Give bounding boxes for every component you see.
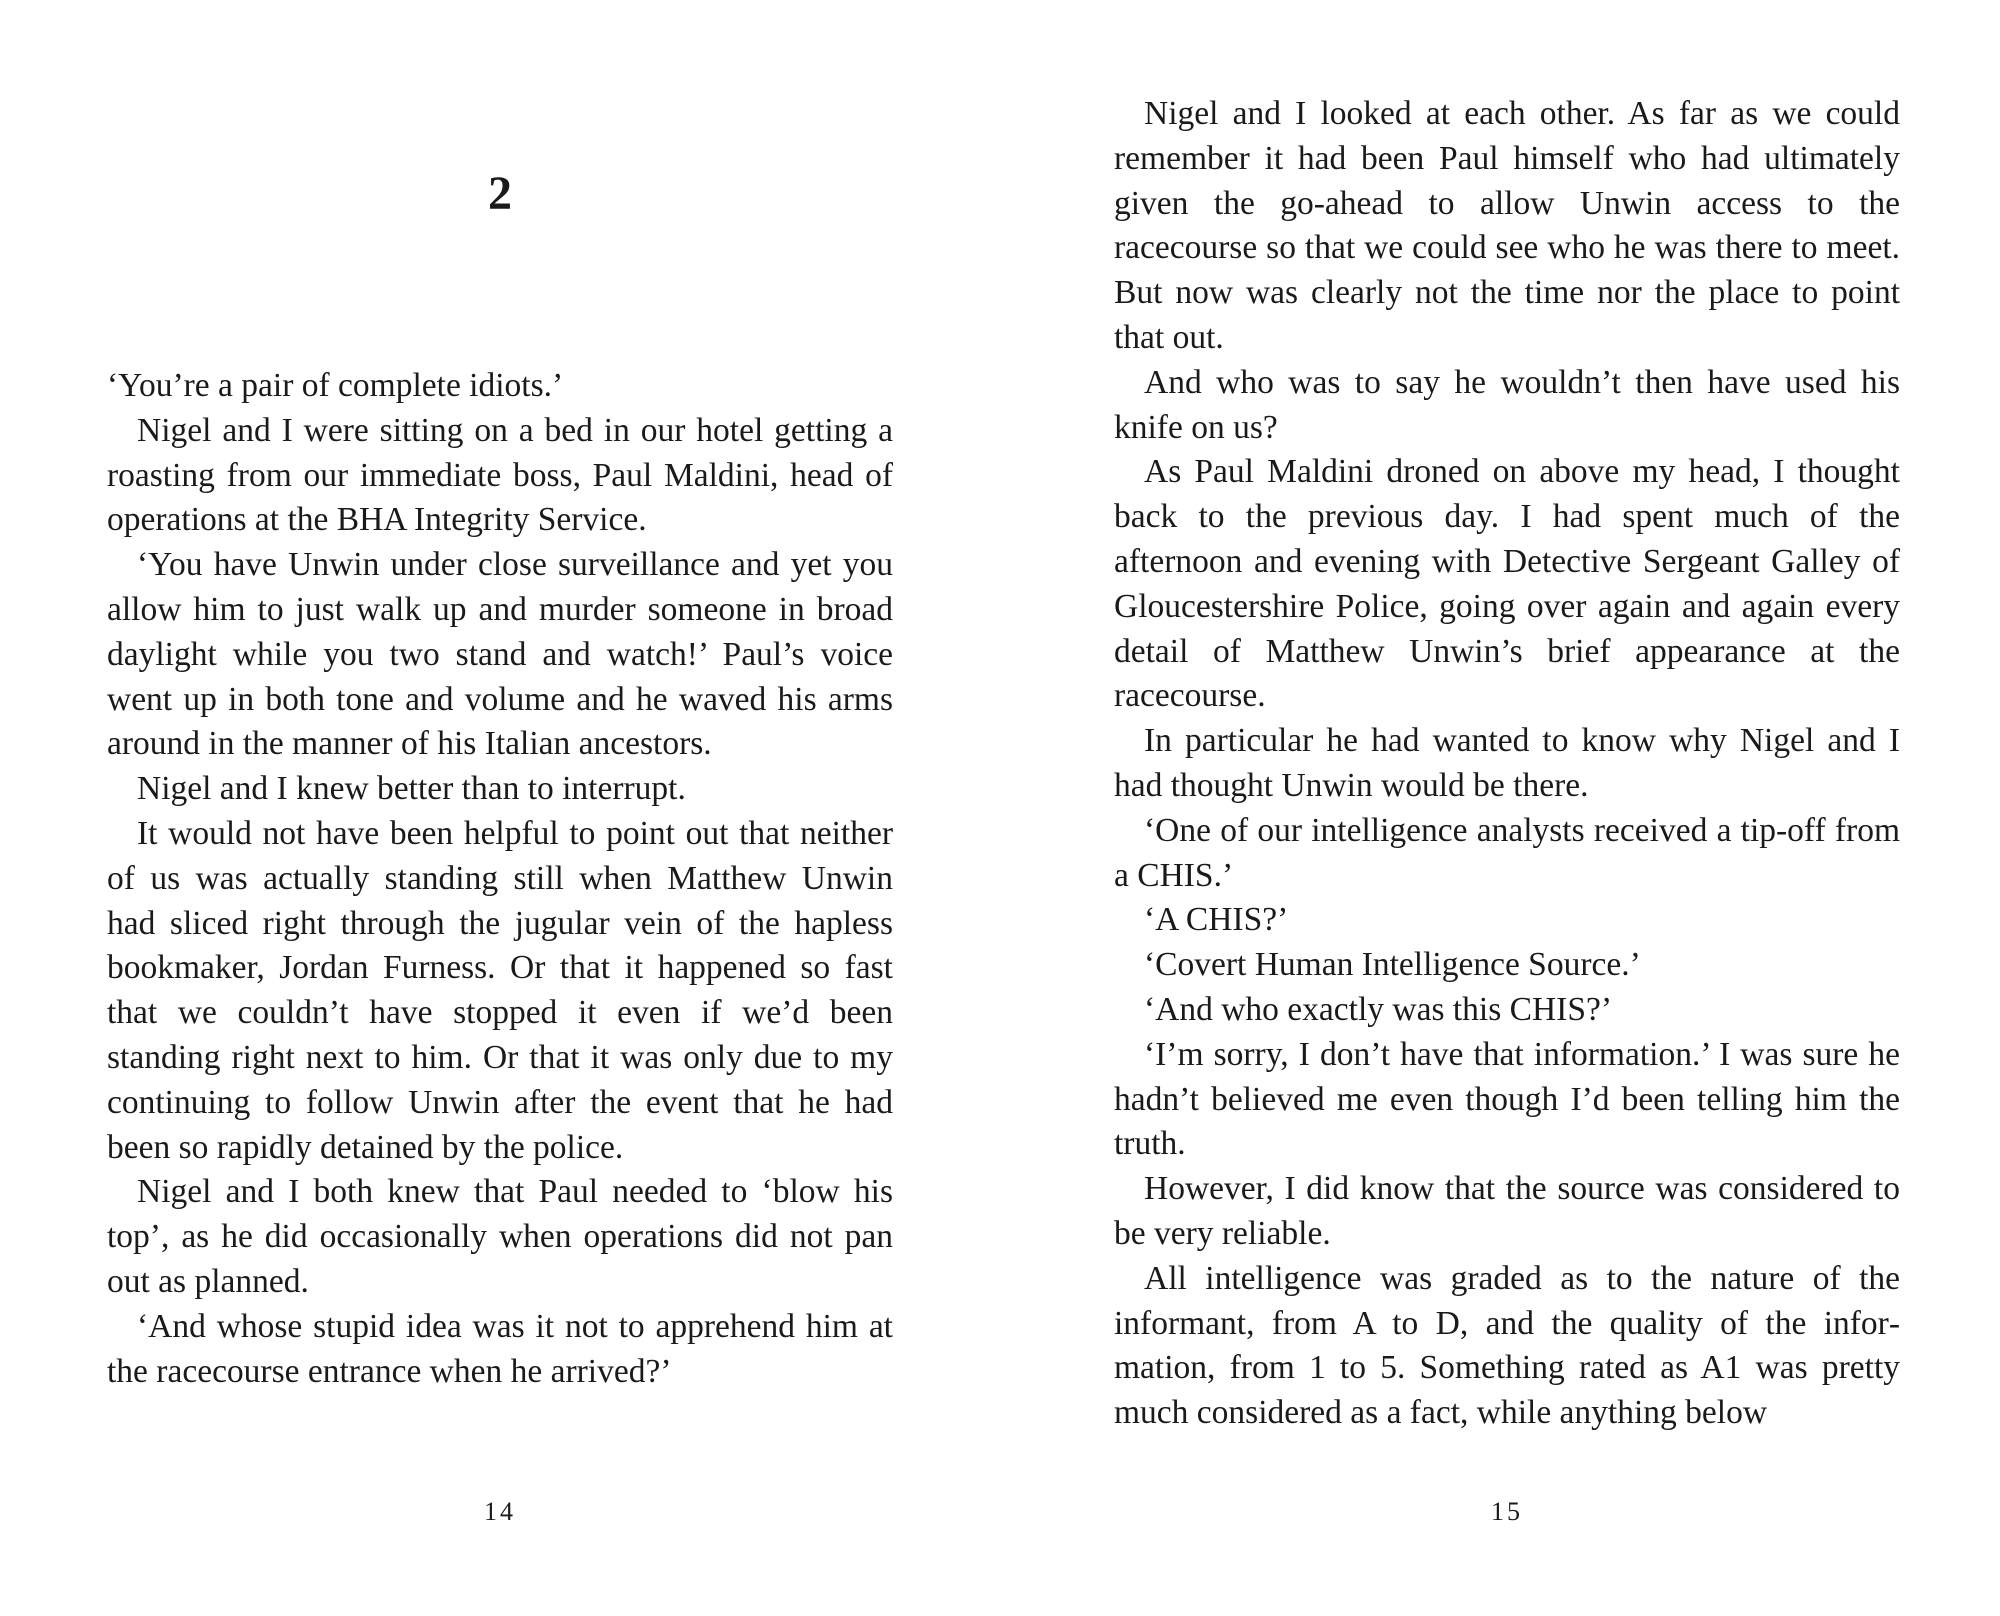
- right-page-text: [1114, 92, 1900, 1436]
- paragraph: As Paul Maldini droned on above my head, I thought back to the previous day. I had spent much of the afternoon and evening with Detective Sergeant Galley of Gloucestershire Police, going over again and again every detail of Matthew Unwin’s brief appearance at the racecourse.: [1114, 453, 1900, 715]
- paragraph: ‘One of our intelligence analysts received a tip-off from a CHIS.’: [1114, 811, 1900, 894]
- paragraph: ‘I’m sorry, I don’t have that information.’ I was sure he hadn’t believed me even though I’d been telling him the truth.: [1114, 1035, 1900, 1163]
- paragraph: All intelligence was graded as to the nature of the informant, from A to D, and the quality of the information, from 1 to 5. Something rated as A1 was pretty much considered as a fact, while anything below: [1114, 1259, 1900, 1432]
- paragraph: Nigel and I were sitting on a bed in our hotel getting a roasting from our immediate boss, Paul Maldini, head of operations at the BHA Integrity Service.: [107, 411, 893, 539]
- paragraph: ‘And whose stupid idea was it not to apprehend him at the racecourse entrance when he arrived?’: [107, 1307, 893, 1390]
- paragraph: ‘A CHIS?’: [1144, 901, 1289, 939]
- page-number: 15: [1491, 1497, 1523, 1526]
- right-page: [1114, 0, 1900, 1616]
- paragraph: Nigel and I looked at each other. As far as we could remember it had been Paul himself who had ultimately given the go-ahead to allow Unwin access to the racecourse so that we could see who he was there to meet. But now was clearly not the time nor the place to point that out.: [1114, 95, 1900, 356]
- paragraph: ‘Covert Human Intelligence Source.’: [1144, 946, 1641, 984]
- paragraph: And who was to say he wouldn’t then have used his knife on us?: [1114, 363, 1900, 446]
- paragraph: ‘And who exactly was this CHIS?’: [1144, 990, 1612, 1028]
- paragraph: ‘You have Unwin under close surveillance and yet you allow him to just walk up and murder someone in broad daylight while you two stand and watch!’ Paul’s voice went up in both tone and volume and he waved his arms around in the manner of his Italian ancestors.: [107, 546, 893, 763]
- paragraph: ‘You’re a pair of complete idiots.’: [107, 367, 564, 404]
- paragraph: Nigel and I both knew that Paul needed to ‘blow his top’, as he did occasionally when operations did not pan out as planned.: [107, 1173, 893, 1300]
- page-number: 14: [484, 1497, 516, 1526]
- paragraph: Nigel and I knew better than to interrupt.: [137, 770, 686, 808]
- paragraph: However, I did know that the source was considered to be very reliable.: [1114, 1170, 1900, 1252]
- paragraph: In particular he had wanted to know why Nigel and I had thought Unwin would be there.: [1114, 722, 1900, 804]
- chapter-number: 2: [488, 167, 512, 220]
- left-page-text: [107, 364, 893, 1394]
- left-page: [107, 0, 893, 1616]
- paragraph: It would not have been helpful to point out that neither of us was actually standing still when Matthew Unwin had sliced right through the jugular vein of the hapless bookmaker, Jordan Furness. Or that it happened so fast that we couldn’t have stopped it even if we’d been standing right next to him. Or that it was only due to my continuing to follow Unwin after the event that he had been so rapidly detained by the police.: [107, 814, 893, 1166]
